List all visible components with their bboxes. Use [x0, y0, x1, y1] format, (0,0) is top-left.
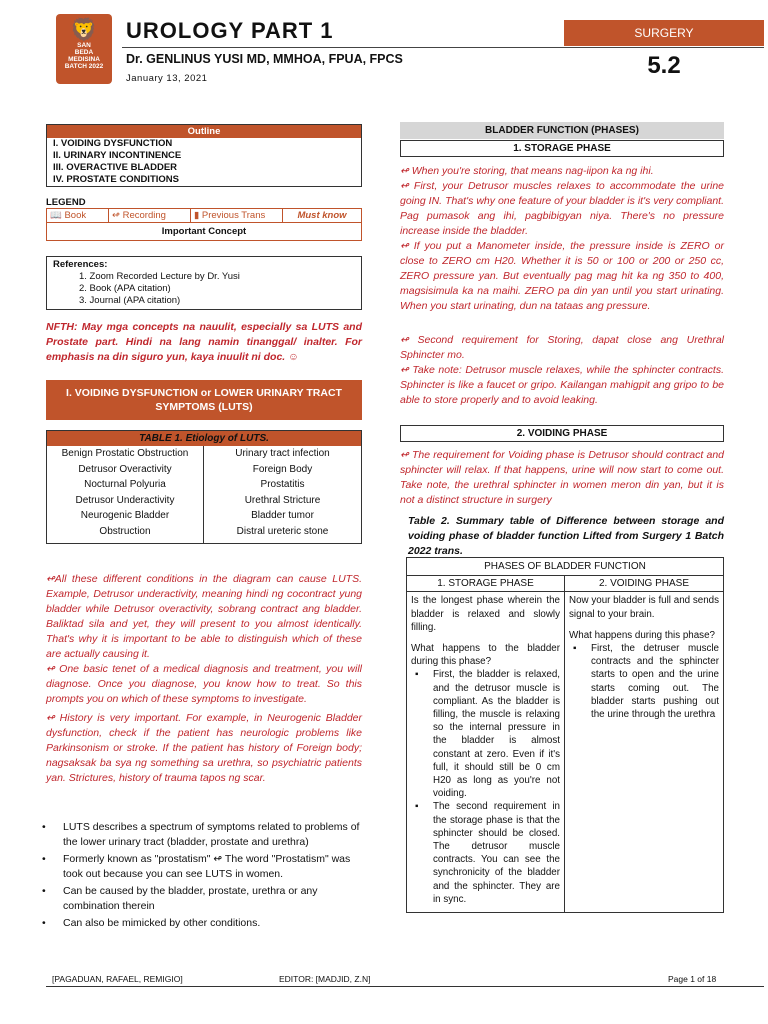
nfth-note: NFTH: May mga concepts na nauulit, especially sa LUTS and Prostate part. Hindi na lang namin tinanggal/ inalter. For emphasis na din siguro yun, kaya inuulit ni doc. ☺ [46, 321, 362, 363]
legend-recording: ↫ Recording [109, 209, 191, 222]
reference-item: 3. Journal (APA citation) [79, 295, 181, 306]
voiding-phase-cell [565, 592, 723, 912]
reference-item: 2. Book (APA citation) [79, 283, 171, 294]
section-heading: I. VOIDING DYSFUNCTION or LOWER URINARY TRACT SYMPTOMS (LUTS) [46, 380, 362, 420]
logo-line-4: BATCH 2022 [64, 63, 104, 70]
recording-paragraph: ↫ First, your Detrusor muscles relaxes to accommodate the urine going IN. That's why one feature of your bladder is it's very compliant. Pag pumasok ang ihi, pagbibigyan niya. There's no pressure increase inside the bladder. [400, 180, 724, 237]
table-cell: Distral ureteric stone [236, 525, 329, 537]
outline-item: IV. PROSTATE CONDITIONS [53, 174, 179, 185]
etiology-table [46, 430, 362, 544]
footer-divider [46, 986, 764, 987]
legend-title: LEGEND [46, 197, 86, 208]
lion-icon: 🦁 [70, 17, 98, 42]
legend-book: 📖 Book [47, 209, 109, 222]
storage-phase-heading: 1. STORAGE PHASE [400, 140, 724, 157]
table2-caption: Table 2. Summary table of Difference between storage and voiding phase of bladder function Lifted from Surgery 1 Batch 2022 trans. [408, 515, 724, 557]
list-item: ▪ First, the detruser muscle contracts and the sphincter starts to open and the urine starts coming out. The bladder starts pushing out the urine through the urethra [573, 643, 719, 721]
table-title: TABLE 1. Etiology of LUTS. [47, 431, 361, 446]
outline-item: II. URINARY INCONTINENCE [53, 150, 182, 161]
table-cell: Benign Prostatic Obstruction [61, 448, 189, 459]
list-item: • Can be caused by the bladder, prostate, urethra or any combination therein [42, 885, 318, 912]
recording-paragraph: ↫All these different conditions in the diagram can cause LUTS. Example, Detrusor underactivity, meaning hindi ng cocontract yung bladder while Detrusor overactivity, sobrang contract ang bladder. Baliktad sila and yet, they will present to you almost identically. That's why it is important to be able to distinguish which of these are actually causing it. [46, 573, 362, 660]
list-item: ▪ The second requirement in the storage phase is that the sphincter should be closed. The detrusor muscle contracts. You can see the synchronicity of the bladder and the sphincter. They are in sync. [415, 801, 560, 905]
logo-line-3: MEDISINA [68, 56, 100, 63]
recording-paragraph: ↫ History is very important. For example, in Neurogenic Bladder dysfunction, check if the patient has neurologic problems like Parkinsonism or stroke. If the patient has history of Foreign body; nagsaksak ba sya ng something sa urethra, so psychiatric patients yan. Strictures, history of trauma tapos ng scar. [46, 712, 362, 784]
subject-badge: SURGERY [564, 20, 764, 46]
table-cell: Urinary tract infection [235, 448, 330, 459]
table-cell: Nocturnal Polyuria [84, 479, 166, 490]
footer-editor: EDITOR: [MADJID, Z.N] [279, 974, 371, 984]
legend-important-concept: Important Concept [46, 223, 362, 241]
list-item: • Formerly known as "prostatism" ↫ The word "Prostatism" was took out because you can see LUTS in women. [42, 853, 351, 880]
references-box [46, 256, 362, 310]
table-cell: Foreign Body [252, 463, 313, 475]
table-header-voiding: 2. VOIDING PHASE [598, 578, 690, 590]
header-divider [122, 47, 764, 48]
cell-text: Is the longest phase wherein the bladder is relaxed and slowly filling. [411, 595, 560, 633]
list-item: • Can also be mimicked by other conditions. [42, 917, 261, 929]
batch-logo [56, 14, 112, 84]
bladder-function-heading: BLADDER FUNCTION (PHASES) [400, 122, 724, 139]
outline-box [46, 124, 362, 187]
recording-paragraph: ↫ When you're storing, that means nag-iipon ka ng ihi. [400, 165, 654, 177]
table-column-right [204, 446, 361, 543]
storage-phase-cell [407, 592, 565, 912]
recording-paragraph: ↫ If you put a Manometer inside, the pressure inside is ZERO or close to ZERO cm H20. Whether it is 50 or 100 or 200 or 250 cc, ZERO pressure yan. But eventually pag mag hit ka ng 350 to 400, magsisimula ka na maihi. ZERO pa din yan until you start urinating. When you start urinating, dun na tataas ang pressure. [400, 240, 724, 312]
trans-number: 5.2 [647, 52, 681, 79]
references-title: References: [53, 259, 108, 270]
luts-bullet-list [40, 820, 362, 933]
legend-box [46, 208, 362, 223]
table-cell: Detrusor Overactivity [78, 463, 172, 475]
table-cell: Obstruction [99, 525, 151, 537]
outline-title: Outline [47, 125, 361, 138]
list-item: • LUTS describes a spectrum of symptoms related to problems of the lower urinary tract (bladder, prostate and urethra) [42, 821, 360, 848]
table-cell: Detrusor Underactivity [75, 494, 175, 506]
table-cell: Urethral Stricture [244, 494, 321, 506]
cell-text: Now your bladder is full and sends signal to your brain. [569, 595, 719, 620]
table-column-left [47, 446, 204, 543]
legend-previous-trans: ▮ Previous Trans [191, 209, 283, 222]
logo-line-2: BEDA [74, 49, 94, 56]
cell-text: What happens during this phase? [569, 629, 715, 641]
voiding-phase-heading: 2. VOIDING PHASE [400, 425, 724, 442]
bladder-phases-table [406, 557, 724, 913]
recording-paragraph: ↫ Second requirement for Storing, dapat close ang Urethral Sphincter mo. [400, 334, 724, 361]
table-header-storage: 1. STORAGE PHASE [407, 576, 565, 591]
logo-line-1: SAN [77, 42, 91, 49]
outline-item: I. VOIDING DYSFUNCTION [53, 138, 173, 149]
table-cell: Prostatitis [260, 479, 305, 490]
lecturer-name: Dr. GENLINUS YUSI MD, MMHOA, FPUA, FPCS [126, 52, 403, 66]
legend-must-know: Must know [297, 210, 347, 221]
table-title: PHASES OF BLADDER FUNCTION [407, 558, 723, 576]
table-cell: Neurogenic Bladder [80, 510, 170, 521]
reference-item: 1. Zoom Recorded Lecture by Dr. Yusi [79, 271, 240, 282]
document-title: UROLOGY PART 1 [126, 18, 334, 43]
recording-paragraph: ↫ One basic tenet of a medical diagnosis and treatment, you will diagnose. Once you diagnose, you know how to treat. So this prompts you on which of these symptoms to investigate. [46, 663, 362, 705]
recording-paragraph: ↫ Take note: Detrusor muscle relaxes, while the sphincter contracts. Sphincter is like a faucet or gripo. Kailangan mahigpit ang gripo to be able to store properly and to avoid leaking. [400, 364, 724, 406]
list-item: ▪ First, the bladder is relaxed, and the detrusor muscle is compliant. As the bladder is filling, the muscle is relaxing so the internal pressure in the bladder is almost constant at zero. Even if it's full, it should still be 0 cm H20 as long as you're not voiding. [415, 669, 560, 800]
recording-paragraph: ↫ The requirement for Voiding phase is Detrusor should contract and sphincter will relax. If that happens, urine will now start to come out. Take note, the urethral sphincter in women meron din yan, but it is not a distinct structure in surgery [400, 449, 724, 506]
page-number: Page 1 of 18 [668, 974, 717, 984]
table-cell: Bladder tumor [251, 510, 314, 521]
footer-authors: [PAGADUAN, RAFAEL, REMIGIO] [52, 974, 183, 984]
outline-item: III. OVERACTIVE BLADDER [53, 162, 178, 173]
lecture-date: January 13, 2021 [126, 73, 208, 84]
cell-text: What happens to the bladder during this phase? [411, 643, 560, 668]
